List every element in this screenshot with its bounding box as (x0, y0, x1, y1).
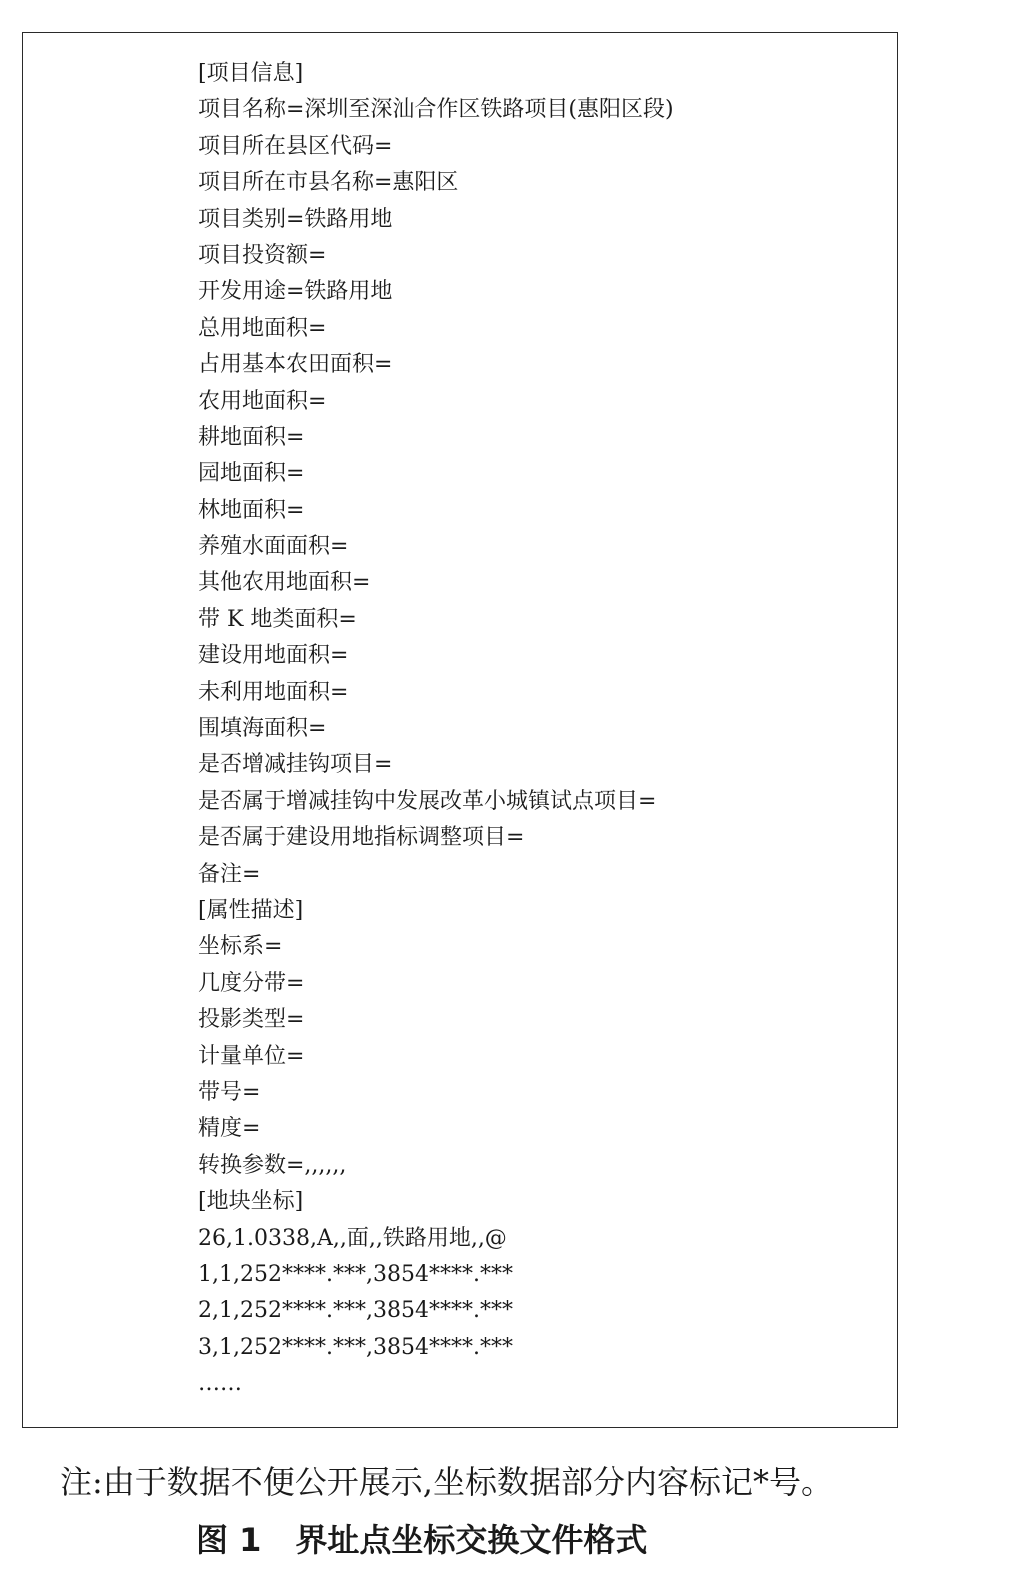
file-line: …… (198, 1371, 242, 1397)
file-line: 项目名称=深圳至深汕合作区铁路项目(惠阳区段) (198, 97, 674, 123)
file-line: 带 K 地类面积= (198, 606, 357, 632)
file-line: 带号= (198, 1079, 261, 1105)
file-line: [项目信息] (198, 61, 304, 86)
file-line: 是否增减挂钩项目= (198, 752, 393, 778)
file-line: 项目所在市县名称=惠阳区 (198, 170, 459, 196)
file-line: 开发用途=铁路用地 (198, 279, 393, 305)
file-line: [属性描述] (198, 897, 304, 923)
file-line: 总用地面积= (198, 315, 327, 341)
file-line: 占用基本农田面积= (198, 352, 393, 378)
file-line: 项目所在县区代码= (198, 133, 393, 159)
file-line: 建设用地面积= (198, 643, 349, 669)
figure-caption (196, 1518, 647, 1562)
file-line: 转换参数=,,,,,, (198, 1152, 347, 1178)
file-line: 园地面积= (198, 461, 305, 487)
file-line: 2,1,252****.***,3854****.*** (198, 1298, 513, 1324)
file-line: 3,1,252****.***,3854****.*** (198, 1334, 513, 1360)
file-line: 项目类别=铁路用地 (198, 206, 393, 232)
file-line: 26,1.0338,A,,面,,铁路用地,,@ (198, 1225, 507, 1251)
file-line: 未利用地面积= (198, 679, 349, 705)
figure-title: 界址点坐标交换文件格式 (295, 1521, 648, 1559)
file-line: 项目投资额= (198, 242, 327, 268)
file-line: 是否属于增减挂钩中发展改革小城镇试点项目= (198, 788, 657, 814)
file-line: 耕地面积= (198, 424, 305, 450)
file-line: 坐标系= (198, 934, 283, 960)
file-line: 备注= (198, 861, 261, 887)
file-line: 农用地面积= (198, 388, 327, 414)
file-line: 是否属于建设用地指标调整项目= (198, 825, 525, 851)
file-line: 几度分带= (198, 970, 305, 996)
file-content-lines (198, 56, 674, 1402)
figure-number: 图 1 (196, 1521, 262, 1559)
file-line: 养殖水面面积= (198, 534, 349, 560)
file-line: [地块坐标] (198, 1189, 304, 1215)
file-line: 围填海面积= (198, 716, 327, 742)
footnote: 注:由于数据不便公开展示,坐标数据部分内容标记*号。 (60, 1463, 833, 1501)
file-line: 计量单位= (198, 1043, 305, 1069)
file-line: 林地面积= (198, 497, 305, 523)
file-line: 精度= (198, 1116, 261, 1142)
file-line: 投影类型= (198, 1007, 305, 1033)
file-line: 其他农用地面积= (198, 570, 371, 596)
file-line: 1,1,252****.***,3854****.*** (198, 1261, 513, 1287)
